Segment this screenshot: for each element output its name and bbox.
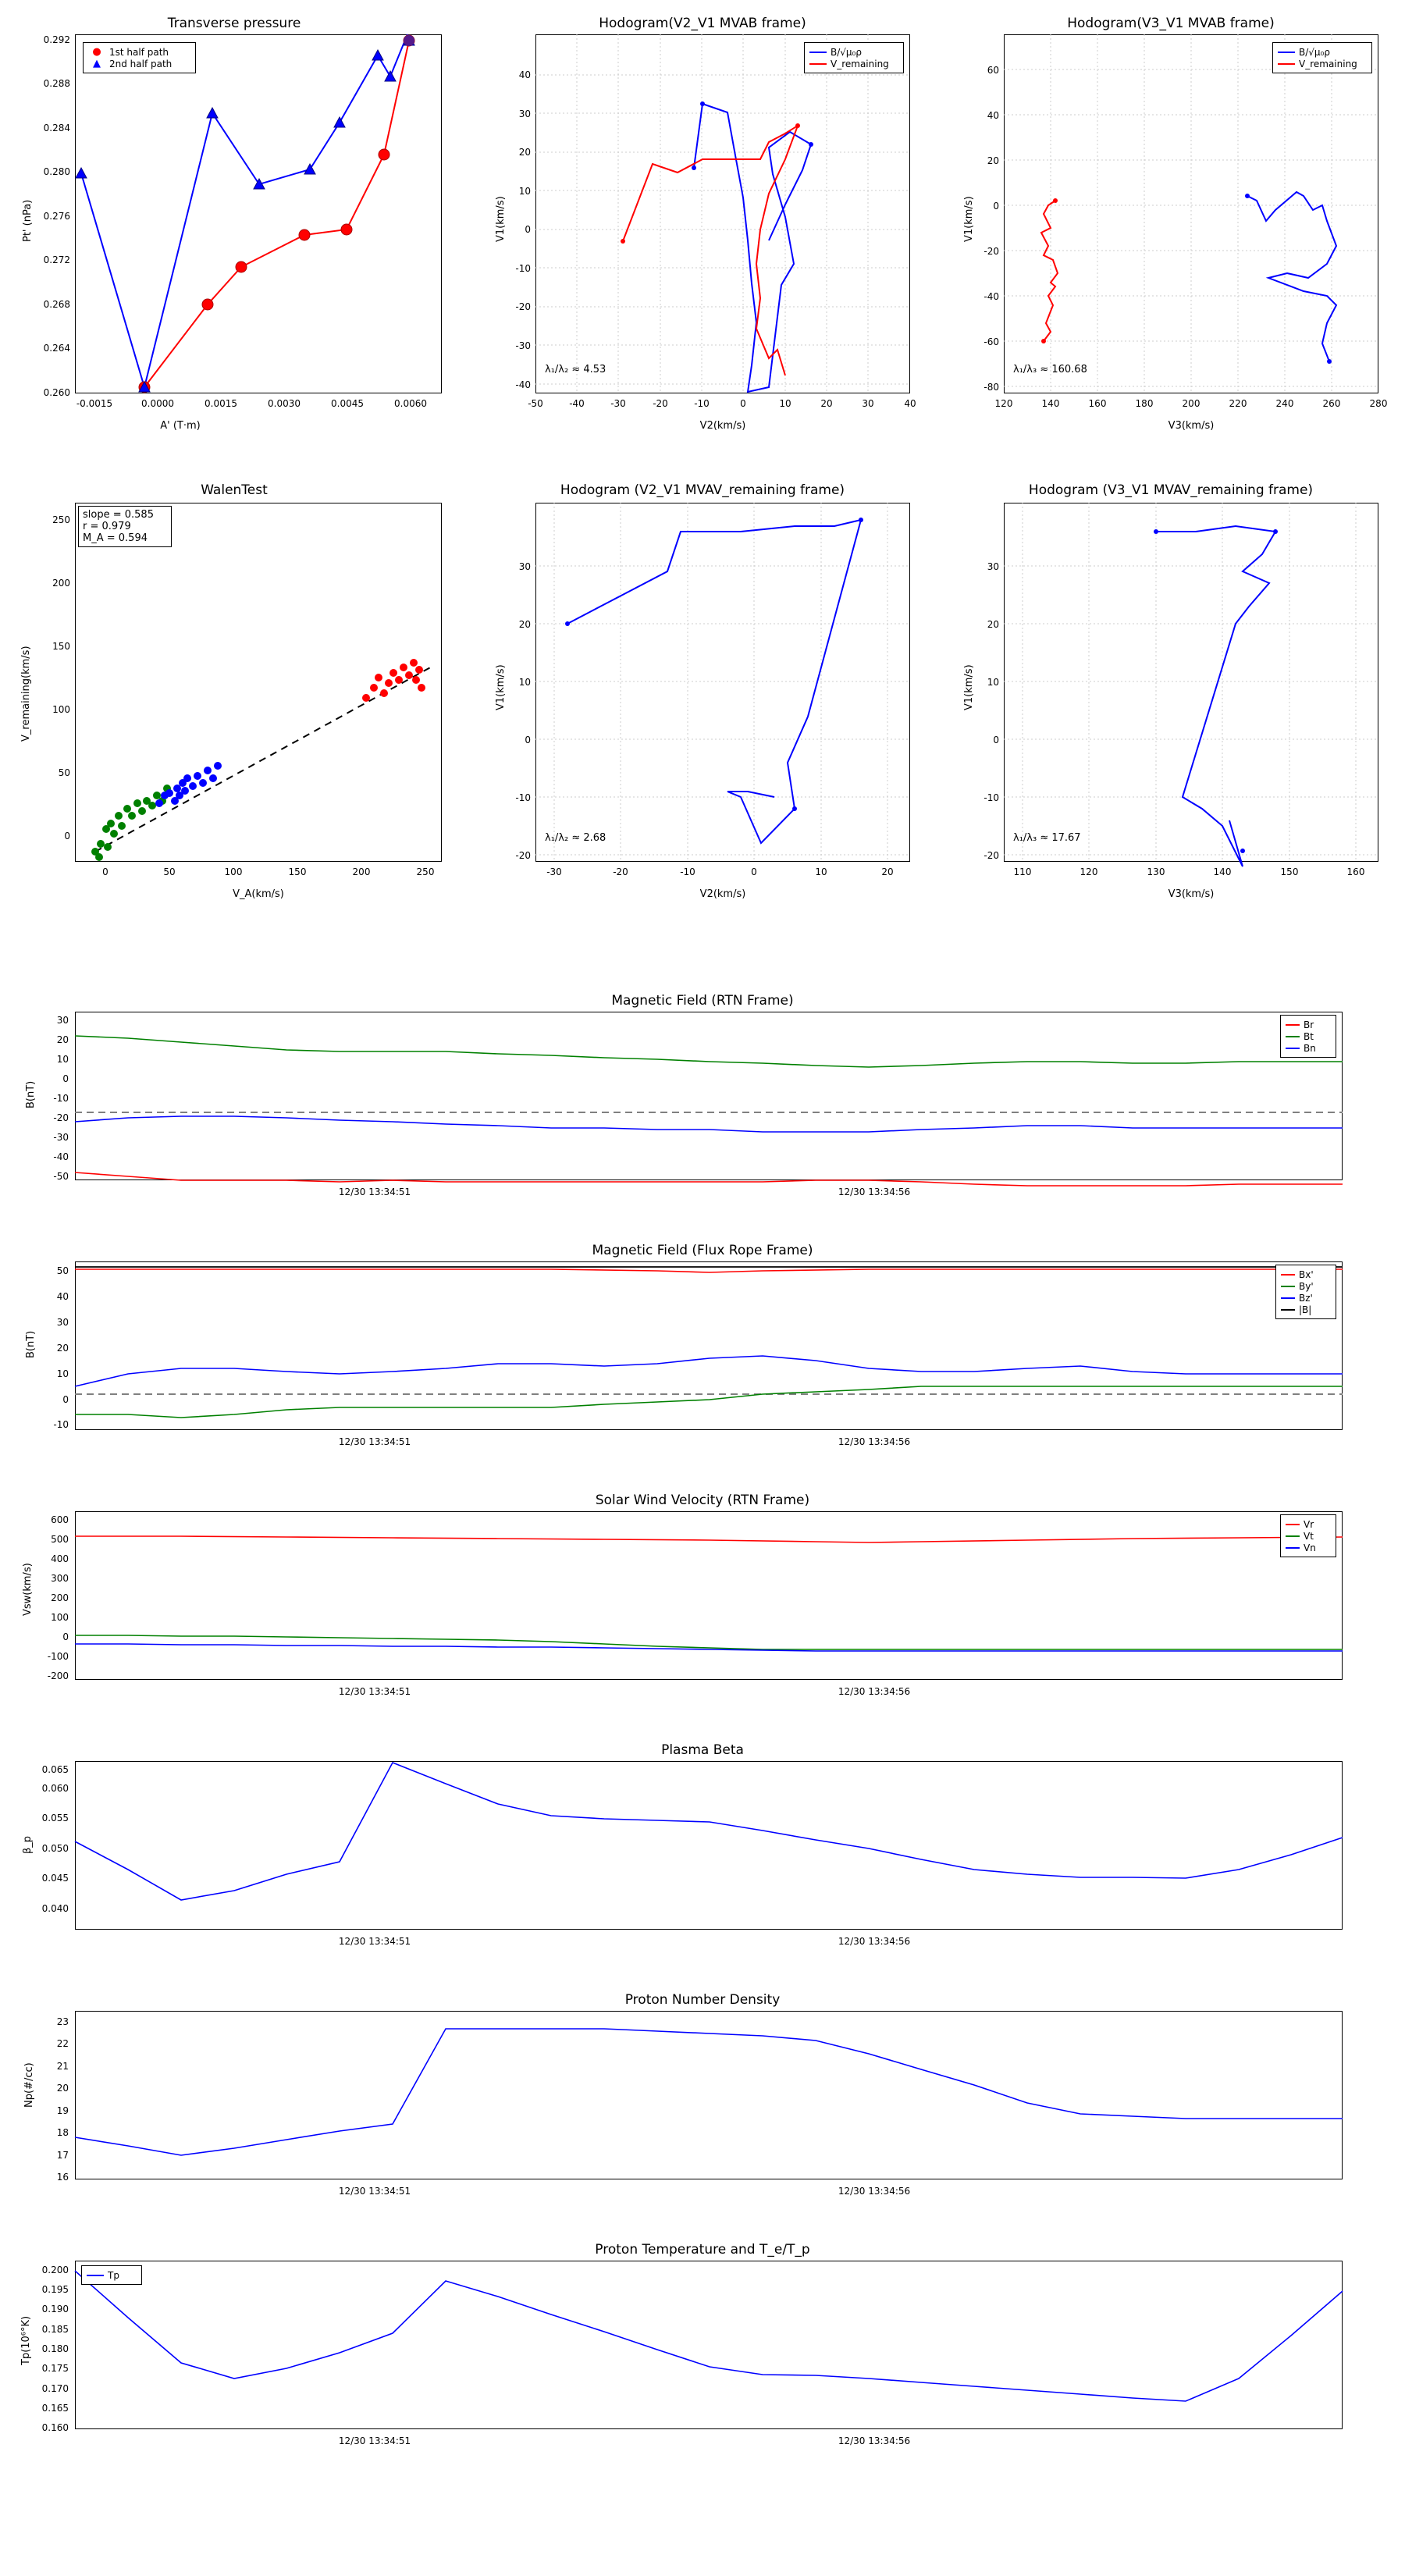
x-tick: 20 xyxy=(820,398,833,409)
y-tick: 30 xyxy=(987,561,999,572)
line-swatch-icon xyxy=(1286,1535,1300,1537)
line-swatch-icon xyxy=(809,52,827,53)
y-tick: -30 xyxy=(53,1132,69,1143)
y-tick: 0.065 xyxy=(41,1764,69,1775)
x-tick: 0.0000 xyxy=(141,398,174,409)
legend-item xyxy=(1286,1518,1331,1530)
y-tick: 0.040 xyxy=(41,1903,69,1914)
line-swatch-icon xyxy=(1281,1274,1295,1276)
x-tick: -20 xyxy=(613,866,628,877)
x-tick: 30 xyxy=(862,398,874,409)
y-tick: 0.280 xyxy=(43,166,70,177)
y-tick: 40 xyxy=(518,69,531,80)
y-tick: 0.292 xyxy=(43,34,70,45)
x-axis-label: A' (T·m) xyxy=(160,420,201,432)
legend-label: Br xyxy=(1304,1019,1314,1030)
y-tick: -20 xyxy=(53,1112,69,1123)
legend-label: Bx' xyxy=(1299,1268,1314,1280)
line-swatch-icon xyxy=(1278,63,1295,65)
y-tick: -20 xyxy=(984,246,999,257)
legend-label: Bt xyxy=(1304,1030,1314,1042)
y-tick: -10 xyxy=(984,792,999,803)
legend-item xyxy=(1281,1304,1331,1315)
x-tick: 0.0045 xyxy=(331,398,364,409)
y-tick: 0 xyxy=(62,1394,69,1405)
line-swatch-icon xyxy=(87,2275,104,2276)
legend-label: Bn xyxy=(1304,1042,1316,1054)
x-tick: 200 xyxy=(1182,398,1200,409)
x-tick: 120 xyxy=(994,398,1013,409)
data-points xyxy=(0,468,468,929)
y-tick: 0 xyxy=(525,224,531,235)
y-tick: 0.284 xyxy=(43,123,70,133)
panel-proton-temperature xyxy=(0,2240,1405,2490)
panel-title: WalenTest xyxy=(201,482,268,498)
x-axis-label: V_A(km/s) xyxy=(233,888,284,900)
x-tick: 0.0015 xyxy=(205,398,237,409)
y-tick: 10 xyxy=(518,186,531,197)
x-tick: 180 xyxy=(1135,398,1154,409)
y-tick: 40 xyxy=(987,110,999,121)
x-tick: 160 xyxy=(1088,398,1107,409)
eigenvalue-ratio-annotation: λ₁/λ₃ ≈ 160.68 xyxy=(1013,364,1087,375)
x-axis-label: V2(km/s) xyxy=(699,420,746,432)
y-tick: 0.200 xyxy=(41,2265,69,2275)
y-tick: 19 xyxy=(56,2105,69,2116)
y-tick: 0.180 xyxy=(41,2343,69,2354)
y-tick: 0.276 xyxy=(43,211,70,222)
panel-title: Hodogram(V3_V1 MVAB frame) xyxy=(1067,16,1275,31)
y-tick: 22 xyxy=(56,2038,69,2049)
x-tick: 220 xyxy=(1229,398,1247,409)
walen-stats-annotation xyxy=(78,506,172,547)
legend xyxy=(83,42,196,73)
y-tick: -30 xyxy=(515,340,531,351)
y-tick: -10 xyxy=(515,263,531,274)
data-lines xyxy=(468,468,937,929)
panel-plasma-beta xyxy=(0,1741,1405,1975)
legend-label: Tp xyxy=(108,2269,119,2281)
y-tick: 0.190 xyxy=(41,2304,69,2314)
x-tick: 150 xyxy=(288,866,307,877)
data-lines xyxy=(0,0,468,461)
panel-hodogram-v2v1-mvab xyxy=(468,0,937,461)
line-swatch-icon xyxy=(1278,52,1295,53)
y-tick: 30 xyxy=(56,1317,69,1328)
x-tick: 0 xyxy=(740,398,746,409)
y-tick: -10 xyxy=(53,1419,69,1430)
y-tick: 17 xyxy=(56,2150,69,2161)
y-axis-label: β_p xyxy=(22,1835,34,1854)
x-tick: 12/30 13:34:51 xyxy=(338,1436,411,1447)
y-axis-label: V1(km/s) xyxy=(963,664,975,710)
x-tick: 12/30 13:34:56 xyxy=(838,2435,911,2446)
legend-item xyxy=(1281,1280,1331,1292)
x-tick: 140 xyxy=(1213,866,1232,877)
y-tick: -40 xyxy=(515,379,531,390)
y-tick: 0 xyxy=(993,201,999,212)
x-tick: 280 xyxy=(1369,398,1388,409)
x-tick: 110 xyxy=(1013,866,1032,877)
y-tick: 30 xyxy=(518,561,531,572)
x-axis-label: V2(km/s) xyxy=(699,888,746,900)
y-tick: 0 xyxy=(525,735,531,745)
eigenvalue-ratio-annotation: λ₁/λ₂ ≈ 4.53 xyxy=(545,364,606,375)
legend-label: B/√μ₀ρ xyxy=(831,46,862,58)
legend-label: Bz' xyxy=(1299,1292,1313,1304)
y-tick: 0.060 xyxy=(41,1783,69,1794)
y-tick: 200 xyxy=(51,1592,69,1603)
x-tick: 12/30 13:34:56 xyxy=(838,1686,911,1697)
y-axis-label: Np(#/cc) xyxy=(23,2062,35,2108)
y-tick: -50 xyxy=(53,1171,69,1182)
y-tick: 600 xyxy=(51,1514,69,1525)
y-tick: -40 xyxy=(53,1151,69,1162)
data-lines xyxy=(0,1241,1405,1475)
x-tick: 50 xyxy=(163,866,176,877)
panel-magnetic-field-rtn xyxy=(0,991,1405,1226)
y-tick: 500 xyxy=(51,1534,69,1545)
panel-magnetic-field-flux-rope xyxy=(0,1241,1405,1475)
y-tick: 10 xyxy=(518,677,531,688)
y-tick: 100 xyxy=(51,1612,69,1623)
y-tick: 0.185 xyxy=(41,2324,69,2335)
data-lines xyxy=(937,468,1405,929)
y-tick: 0.050 xyxy=(41,1843,69,1854)
y-tick: 0.165 xyxy=(41,2403,69,2414)
x-tick: 20 xyxy=(881,866,894,877)
data-lines xyxy=(0,2240,1405,2490)
y-tick: -60 xyxy=(984,336,999,347)
x-tick: 10 xyxy=(815,866,827,877)
y-tick: 0.170 xyxy=(41,2383,69,2394)
x-tick: 0 xyxy=(102,866,108,877)
y-tick: 400 xyxy=(51,1553,69,1564)
y-tick: 20 xyxy=(518,147,531,158)
x-tick: 200 xyxy=(352,866,371,877)
x-tick: 160 xyxy=(1346,866,1365,877)
y-tick: 0 xyxy=(993,735,999,745)
y-axis-label: V1(km/s) xyxy=(963,196,975,242)
legend-label: B/√μ₀ρ xyxy=(1299,46,1330,58)
panel-title: Hodogram (V3_V1 MVAV_remaining frame) xyxy=(1028,482,1314,498)
legend-item xyxy=(88,58,190,69)
legend-label: Vt xyxy=(1304,1530,1314,1542)
y-tick: -20 xyxy=(515,301,531,312)
line-swatch-icon xyxy=(1286,1036,1300,1037)
y-tick: 10 xyxy=(56,1368,69,1379)
y-tick: 0.175 xyxy=(41,2363,69,2374)
line-swatch-icon xyxy=(1286,1547,1300,1549)
legend-label: 2nd half path xyxy=(109,58,173,69)
y-tick: 0 xyxy=(62,1631,69,1642)
line-swatch-icon xyxy=(1281,1286,1295,1287)
y-tick: 0.264 xyxy=(43,343,70,354)
panel-title: Hodogram (V2_V1 MVAV_remaining frame) xyxy=(560,482,845,498)
y-tick: 10 xyxy=(56,1054,69,1065)
line-swatch-icon xyxy=(1286,1048,1300,1049)
panel-walen-test xyxy=(0,468,468,937)
panel-title: Proton Temperature and T_e/T_p xyxy=(595,2242,810,2258)
y-tick: 23 xyxy=(56,2016,69,2027)
legend xyxy=(1272,42,1372,73)
y-axis-label: Vsw(km/s) xyxy=(22,1563,34,1616)
x-tick: -40 xyxy=(569,398,585,409)
y-tick: 150 xyxy=(52,641,70,652)
x-tick: 0 xyxy=(751,866,757,877)
legend-item xyxy=(1281,1268,1331,1280)
legend-label: |B| xyxy=(1299,1304,1312,1315)
y-tick: 10 xyxy=(987,677,999,688)
legend-item xyxy=(1278,58,1367,69)
x-tick: 12/30 13:34:51 xyxy=(338,1187,411,1197)
legend-item xyxy=(88,46,190,58)
legend-item xyxy=(1278,46,1367,58)
panel-title: Magnetic Field (RTN Frame) xyxy=(611,993,794,1009)
x-tick: 130 xyxy=(1147,866,1165,877)
walen-mach: M_A = 0.594 xyxy=(83,532,148,544)
x-tick: 12/30 13:34:51 xyxy=(338,2186,411,2197)
y-tick: 200 xyxy=(52,578,70,589)
legend-item xyxy=(1286,1019,1331,1030)
legend-label: Vn xyxy=(1304,1542,1316,1553)
y-tick: 18 xyxy=(56,2127,69,2138)
panel-title: Plasma Beta xyxy=(661,1742,744,1758)
legend xyxy=(1280,1015,1336,1058)
y-tick: 30 xyxy=(518,109,531,119)
legend-item xyxy=(1286,1530,1331,1542)
y-axis-label: B(nT) xyxy=(25,1080,37,1108)
x-tick: 0.0060 xyxy=(394,398,427,409)
x-tick: 240 xyxy=(1275,398,1294,409)
y-tick: -80 xyxy=(984,382,999,393)
y-tick: 0.260 xyxy=(43,387,70,398)
y-tick: 20 xyxy=(987,155,999,166)
panel-transverse-pressure xyxy=(0,0,468,461)
line-swatch-icon xyxy=(1286,1524,1300,1525)
y-axis-label: Pt' (nPa) xyxy=(22,199,34,242)
walen-correlation: r = 0.979 xyxy=(83,521,131,532)
legend xyxy=(1280,1514,1336,1557)
y-tick: 40 xyxy=(56,1291,69,1302)
x-axis-label: V3(km/s) xyxy=(1168,420,1215,432)
legend-label: 1st half path xyxy=(109,46,169,58)
legend-item xyxy=(809,58,898,69)
y-tick: -20 xyxy=(984,850,999,861)
y-tick: 50 xyxy=(56,1265,69,1276)
y-tick: 20 xyxy=(56,1034,69,1045)
x-tick: 12/30 13:34:51 xyxy=(338,1686,411,1697)
line-swatch-icon xyxy=(1281,1309,1295,1311)
y-tick: 0.272 xyxy=(43,254,70,265)
y-tick: 16 xyxy=(56,2172,69,2183)
x-tick: 10 xyxy=(779,398,791,409)
legend-item xyxy=(1286,1542,1331,1553)
x-tick: 12/30 13:34:51 xyxy=(338,1936,411,1947)
legend xyxy=(81,2265,142,2285)
y-tick: 0.268 xyxy=(43,299,70,310)
y-tick: -40 xyxy=(984,291,999,302)
y-tick: 20 xyxy=(987,619,999,630)
circle-marker-icon: ● xyxy=(92,46,101,58)
y-tick: 20 xyxy=(518,619,531,630)
y-tick: 100 xyxy=(52,704,70,715)
panel-hodogram-v3v1-mvav xyxy=(937,468,1405,937)
y-tick: -200 xyxy=(47,1670,69,1681)
legend xyxy=(1275,1265,1336,1319)
x-tick: 12/30 13:34:56 xyxy=(838,1436,911,1447)
legend-item xyxy=(1281,1292,1331,1304)
legend-item xyxy=(1286,1042,1331,1054)
x-tick: 260 xyxy=(1322,398,1341,409)
x-axis-label: V3(km/s) xyxy=(1168,888,1215,900)
panel-title: Hodogram(V2_V1 MVAB frame) xyxy=(599,16,806,31)
legend-item xyxy=(1286,1030,1331,1042)
x-tick: -30 xyxy=(546,866,562,877)
data-lines xyxy=(0,1491,1405,1725)
x-tick: 12/30 13:34:56 xyxy=(838,1187,911,1197)
y-tick: 0.055 xyxy=(41,1813,69,1823)
y-tick: 21 xyxy=(56,2061,69,2072)
eigenvalue-ratio-annotation: λ₁/λ₂ ≈ 2.68 xyxy=(545,832,606,844)
y-axis-label: Tp(10⁶°K) xyxy=(20,2315,32,2365)
y-tick: 0.160 xyxy=(41,2422,69,2433)
x-tick: 250 xyxy=(416,866,435,877)
line-swatch-icon xyxy=(1286,1024,1300,1026)
legend-item xyxy=(87,2269,137,2281)
y-tick: 0.195 xyxy=(41,2284,69,2295)
panel-proton-number-density xyxy=(0,1991,1405,2225)
x-tick: 100 xyxy=(224,866,243,877)
x-tick: 120 xyxy=(1080,866,1098,877)
legend-item xyxy=(809,46,898,58)
panel-title: Solar Wind Velocity (RTN Frame) xyxy=(595,1493,810,1508)
x-tick: -10 xyxy=(680,866,695,877)
y-axis-label: B(nT) xyxy=(25,1330,37,1358)
legend-label: Vr xyxy=(1304,1518,1314,1530)
x-tick: -0.0015 xyxy=(76,398,113,409)
y-tick: 300 xyxy=(51,1573,69,1584)
y-axis-label: V1(km/s) xyxy=(495,664,507,710)
x-tick: -20 xyxy=(653,398,668,409)
legend-label: V_remaining xyxy=(831,58,889,69)
data-lines xyxy=(0,1991,1405,2225)
y-tick: -20 xyxy=(515,850,531,861)
x-tick: -30 xyxy=(610,398,626,409)
panel-solar-wind-velocity xyxy=(0,1491,1405,1725)
panel-title: Magnetic Field (Flux Rope Frame) xyxy=(592,1243,813,1258)
y-tick: -100 xyxy=(47,1651,69,1662)
line-swatch-icon xyxy=(1281,1297,1295,1299)
y-tick: 250 xyxy=(52,514,70,525)
legend xyxy=(804,42,904,73)
panel-title: Proton Number Density xyxy=(624,1992,781,2008)
y-tick: -10 xyxy=(53,1093,69,1104)
y-axis-label: V1(km/s) xyxy=(495,196,507,242)
y-tick: 0.288 xyxy=(43,78,70,89)
y-tick: 20 xyxy=(56,1343,69,1354)
data-lines xyxy=(0,991,1405,1226)
x-tick: -10 xyxy=(694,398,710,409)
x-tick: -50 xyxy=(528,398,543,409)
x-tick: 150 xyxy=(1280,866,1299,877)
y-tick: 50 xyxy=(58,767,70,778)
data-lines xyxy=(0,1741,1405,1975)
y-axis-label: V_remaining(km/s) xyxy=(20,646,32,742)
eigenvalue-ratio-annotation: λ₁/λ₃ ≈ 17.67 xyxy=(1013,832,1081,844)
x-tick: 0.0030 xyxy=(268,398,301,409)
walen-slope: slope = 0.585 xyxy=(83,509,154,521)
y-tick: 30 xyxy=(56,1015,69,1026)
panel-hodogram-v2v1-mvav xyxy=(468,468,937,937)
x-tick: 40 xyxy=(904,398,916,409)
line-swatch-icon xyxy=(809,63,827,65)
x-tick: 12/30 13:34:51 xyxy=(338,2435,411,2446)
y-tick: 0 xyxy=(64,831,70,841)
y-tick: 20 xyxy=(56,2083,69,2094)
panel-title: Transverse pressure xyxy=(167,16,301,31)
x-tick: 140 xyxy=(1041,398,1060,409)
y-tick: -10 xyxy=(515,792,531,803)
y-tick: 0.045 xyxy=(41,1873,69,1884)
x-tick: 12/30 13:34:56 xyxy=(838,1936,911,1947)
triangle-marker-icon: ▲ xyxy=(93,58,101,69)
legend-label: V_remaining xyxy=(1299,58,1357,69)
x-tick: 12/30 13:34:56 xyxy=(838,2186,911,2197)
legend-label: By' xyxy=(1299,1280,1314,1292)
y-tick: 60 xyxy=(987,65,999,76)
y-tick: 0 xyxy=(62,1073,69,1084)
panel-hodogram-v3v1-mvab xyxy=(937,0,1405,461)
